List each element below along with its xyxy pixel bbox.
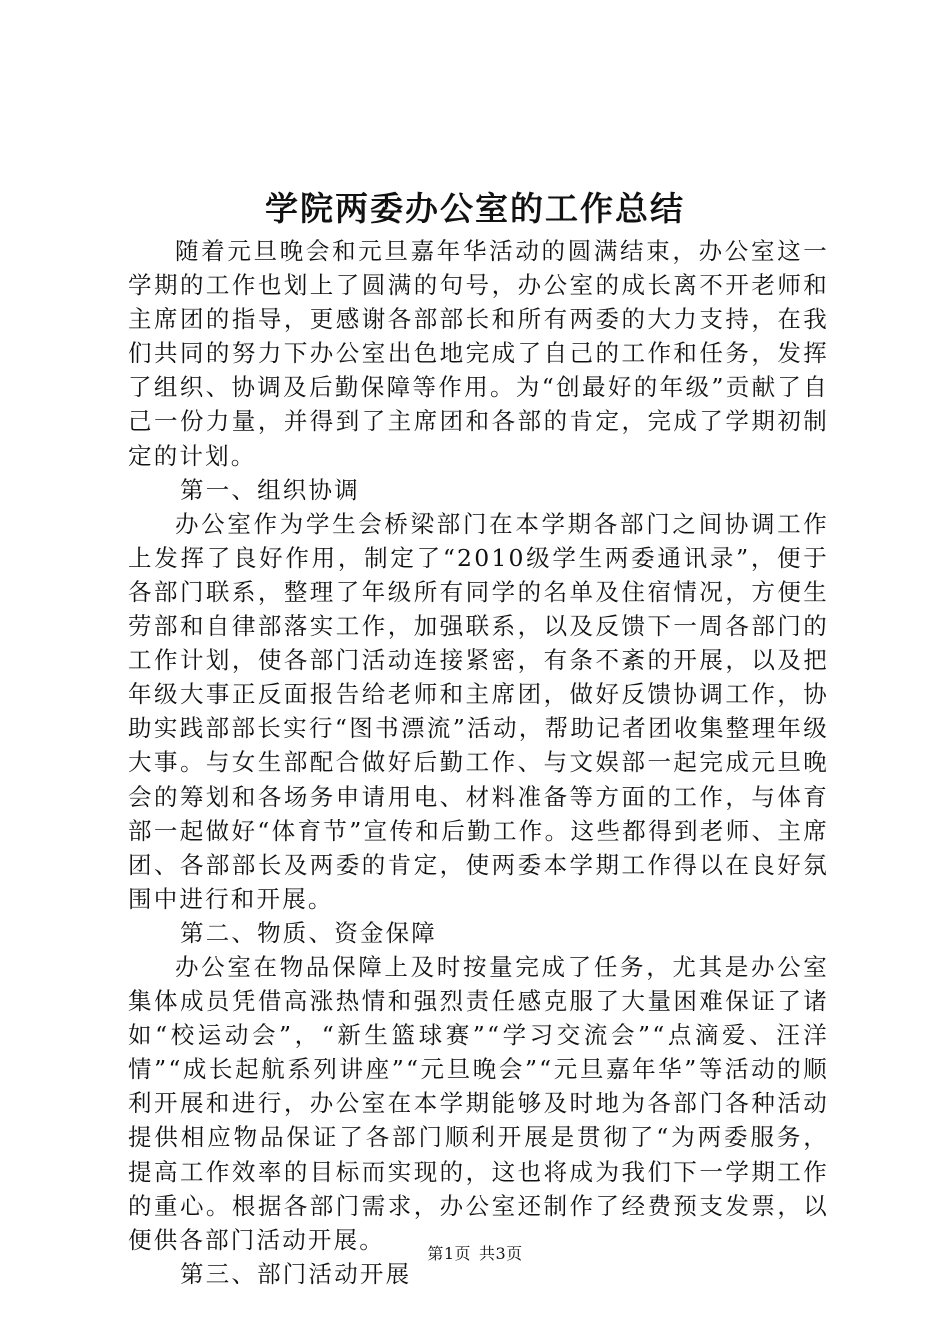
page-footer <box>0 1244 950 1264</box>
section-heading-supplies-funding: 第二、物质、资金保障 <box>180 918 437 947</box>
supplies-paragraph: 办公室在物品保障上及时按量完成了任务，尤其是办公室集体成员凭借高涨热情和强烈责任感克服了大量困难保证了诸如“校运动会”，“新生篮球赛”“学习交流会”“点滴爱、汪洋情”“成长起航系列讲座”“元旦晚会”“元旦嘉年华”等活动的顺利开展和进行，办公室在本学期能够及时地为各部门各种活动提供相应物品保证了各部门顺利开展是贯彻了“为两委服务，提高工作效率的目标而实现的，这也将成为我们下一学期工作的重心。根据各部门需求，办公室还制作了经费预支发票，以便供各部门活动开展。 <box>128 952 829 1254</box>
document-title: 学院两委办公室的工作总结 <box>265 189 685 228</box>
section-heading-department-activities: 第三、部门活动开展 <box>180 1259 412 1288</box>
page-number: 第1页 <box>427 1244 471 1263</box>
document-body <box>128 234 829 1291</box>
section-heading-organization: 第一、组织协调 <box>180 475 360 504</box>
page-total: 共3页 <box>479 1244 523 1263</box>
organization-paragraph: 办公室作为学生会桥梁部门在本学期各部门之间协调工作上发挥了良好作用，制定了“2010级学生两委通讯录”，便于各部门联系，整理了年级所有同学的名单及住宿情况，方便生劳部和自律部落实工作，加强联系，以及反馈下一周各部门的工作计划，使各部门活动连接紧密，有条不紊的开展，以及把年级大事正反面报告给老师和主席团，做好反馈协调工作，协助实践部部长实行“图书漂流”活动，帮助记者团收集整理年级大事。与女生部配合做好后勤工作、与文娱部一起完成元旦晚会的筹划和各场务申请用电、材料准备等方面的工作，与体育部一起做好“体育节”宣传和后勤工作。这些都得到老师、主席团、各部部长及两委的肯定，使两委本学期工作得以在良好氛围中进行和开展。 <box>128 509 829 913</box>
intro-paragraph: 随着元旦晚会和元旦嘉年华活动的圆满结束，办公室这一学期的工作也划上了圆满的句号，办公室的成长离不开老师和主席团的指导，更感谢各部部长和所有两委的大力支持，在我们共同的努力下办公室出色地完成了自己的工作和任务，发挥了组织、协调及后勤保障等作用。为“创最好的年级”贡献了自己一份力量，并得到了主席团和各部的肯定，完成了学期初制定的计划。 <box>128 237 829 470</box>
